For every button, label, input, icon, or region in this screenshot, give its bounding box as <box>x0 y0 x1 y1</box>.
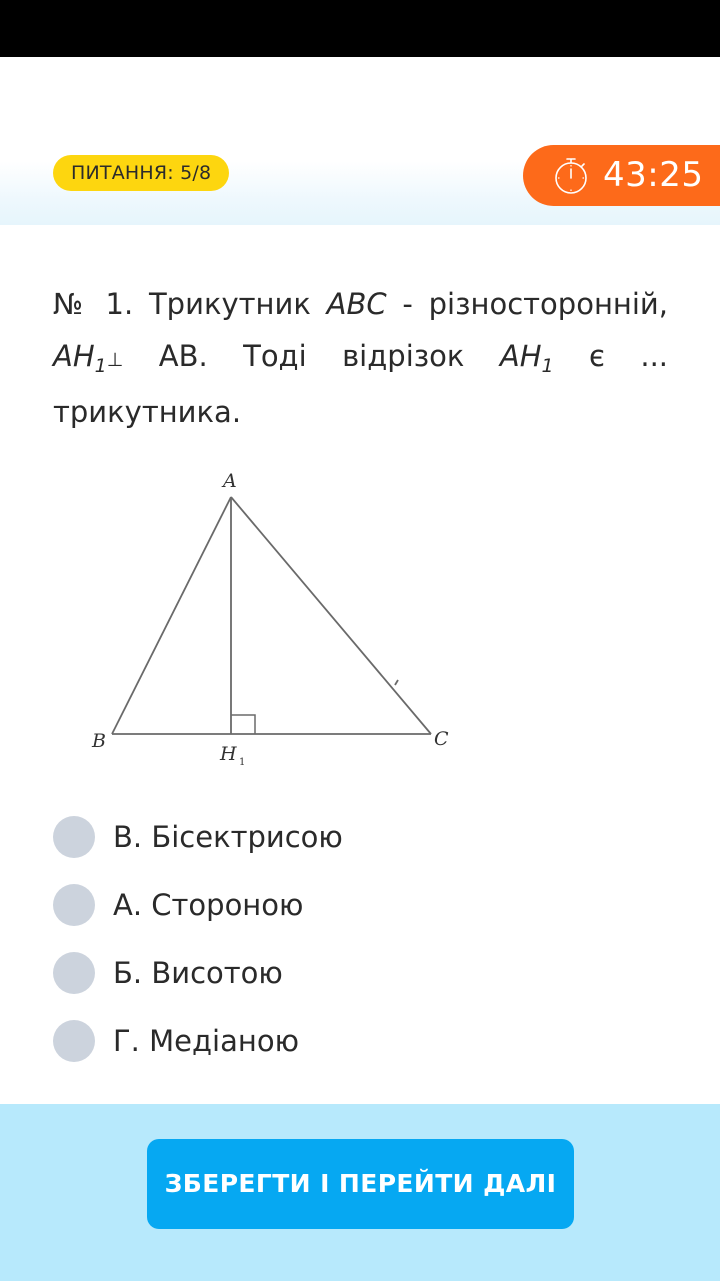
vertex-label-a: A <box>223 470 237 492</box>
answer-list <box>53 803 653 1075</box>
segment-name <box>53 339 107 377</box>
segment-letters: AH <box>53 339 95 373</box>
foot-label-h: H <box>220 743 237 765</box>
foot-label-h-sub: 1 <box>239 757 246 768</box>
question-number: № 1. <box>53 287 134 321</box>
segment2-subscript: 1 <box>541 355 554 377</box>
timer <box>523 145 720 206</box>
question-text <box>53 278 668 438</box>
radio-button[interactable] <box>53 816 95 858</box>
question-counter-badge: ПИТАННЯ: 5/8 <box>53 155 229 191</box>
status-bar <box>0 0 720 57</box>
side-ab <box>112 497 231 734</box>
vertex-label-c: C <box>434 728 449 750</box>
question-intro: Трикутник <box>148 287 311 321</box>
radio-button[interactable] <box>53 952 95 994</box>
right-angle-mark <box>231 715 255 734</box>
question-dash-text: - різносторонній, <box>402 287 668 321</box>
segment-name-2 <box>499 339 554 377</box>
triangle-diagram <box>84 462 464 774</box>
stopwatch-icon <box>551 156 591 196</box>
answer-label: Г. Медіаною <box>113 1024 299 1058</box>
question-ab-text: AB. Тоді відрізок <box>158 339 465 373</box>
question-tail: є ... трикутника. <box>53 339 669 429</box>
radio-button[interactable] <box>53 1020 95 1062</box>
footer <box>0 1104 720 1281</box>
timer-value: 43:25 <box>603 155 704 195</box>
side-tick <box>395 680 398 685</box>
triangle-name: ABC <box>326 287 387 321</box>
vertex-label-b: B <box>92 730 106 752</box>
perpendicular-symbol: ⊥ <box>106 349 124 371</box>
answer-label: Б. Висотою <box>113 956 283 990</box>
segment-subscript: 1 <box>94 355 107 377</box>
answer-label: В. Бісектрисою <box>113 820 343 854</box>
answer-option-g[interactable] <box>53 1007 653 1075</box>
side-ac <box>231 497 431 734</box>
answer-option-a[interactable] <box>53 871 653 939</box>
radio-button[interactable] <box>53 884 95 926</box>
answer-option-v[interactable] <box>53 803 653 871</box>
segment2-letters: AH <box>499 339 542 373</box>
save-and-next-button[interactable]: ЗБЕРЕГТИ І ПЕРЕЙТИ ДАЛІ <box>147 1139 574 1229</box>
answer-option-b[interactable] <box>53 939 653 1007</box>
answer-label: А. Стороною <box>113 888 304 922</box>
